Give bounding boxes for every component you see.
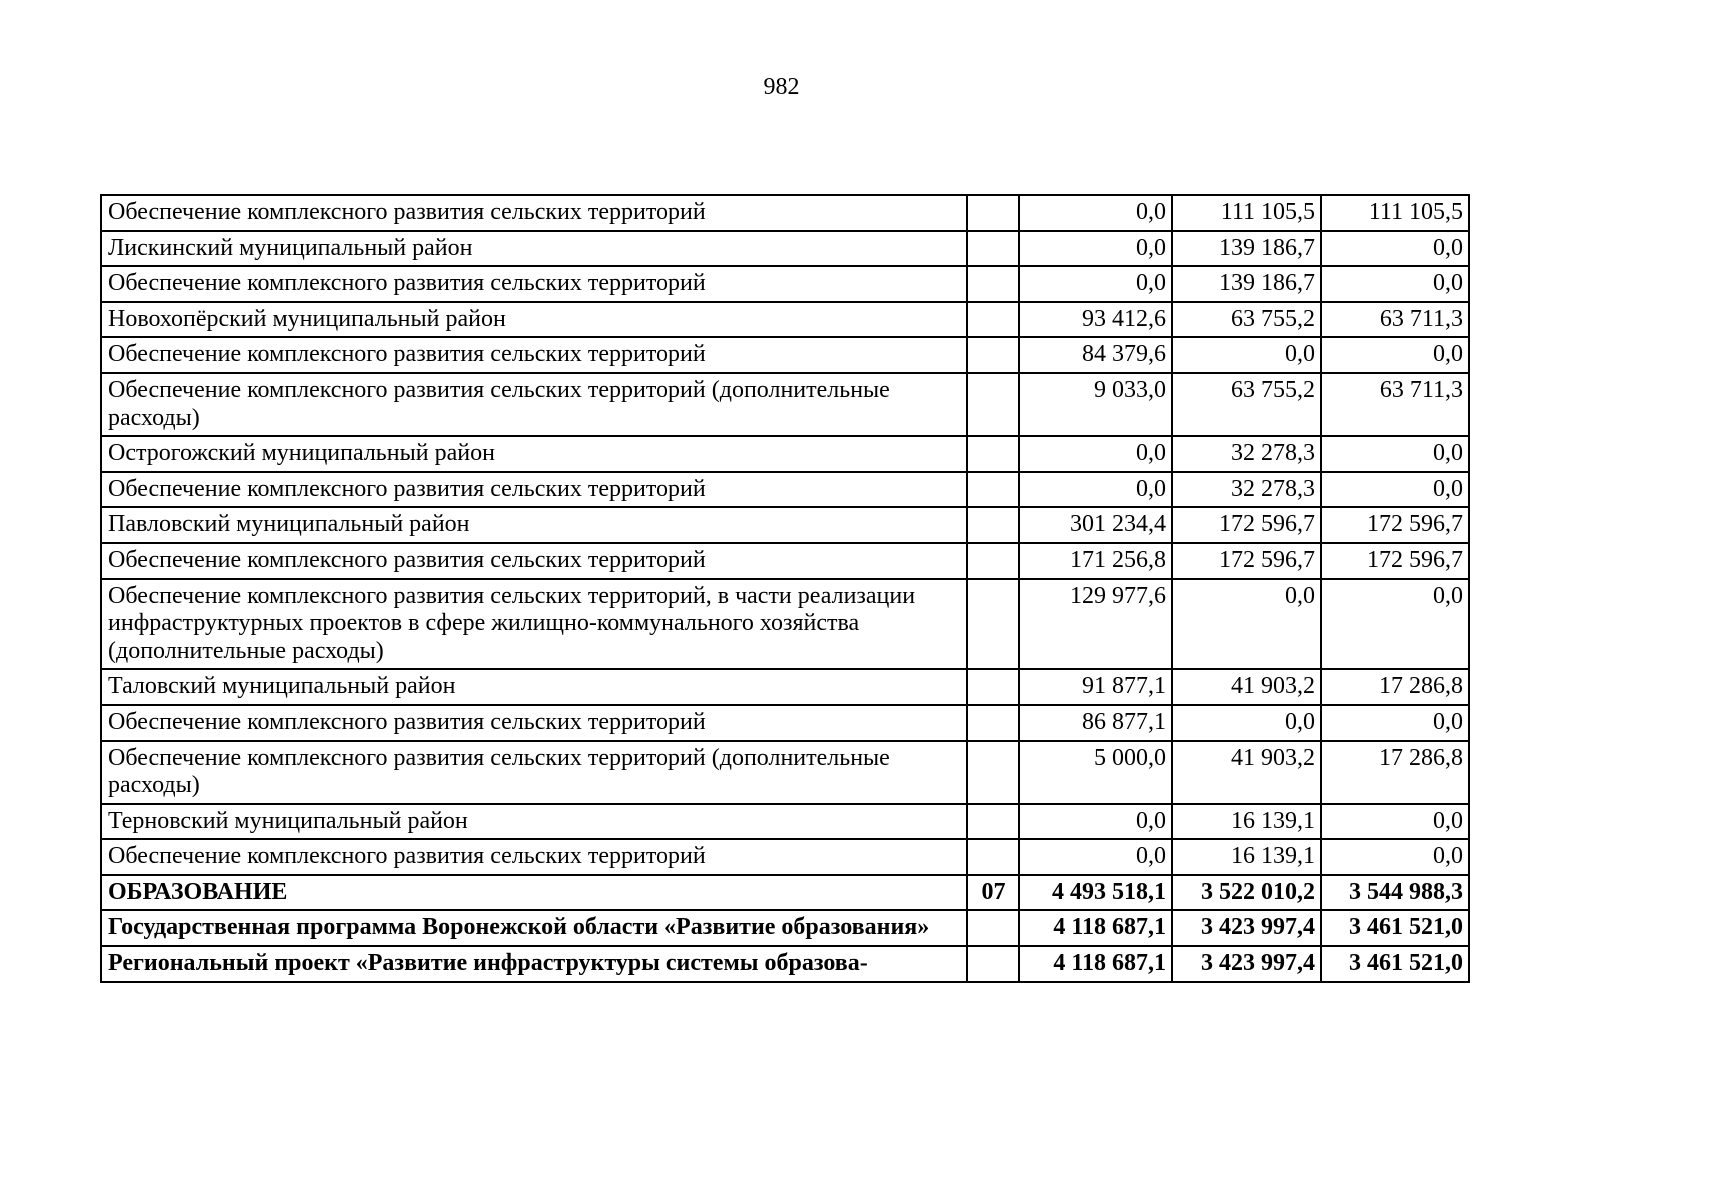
row-value-2024-cell: 172 596,7	[1321, 543, 1469, 579]
table-row	[101, 373, 1469, 436]
table-row	[101, 195, 1469, 231]
row-code-cell	[967, 669, 1019, 705]
table-row	[101, 231, 1469, 267]
row-value-2023-cell: 139 186,7	[1172, 266, 1321, 302]
row-value-2024-cell: 0,0	[1321, 231, 1469, 267]
row-name-cell: Обеспечение комплексного развития сельских территорий	[101, 472, 967, 508]
table-row	[101, 507, 1469, 543]
row-value-2023-cell: 16 139,1	[1172, 804, 1321, 840]
table-row	[101, 839, 1469, 875]
table-row	[101, 266, 1469, 302]
table-row	[101, 910, 1469, 946]
row-value-2024-cell: 17 286,8	[1321, 669, 1469, 705]
table-row	[101, 875, 1469, 911]
row-code-cell	[967, 741, 1019, 804]
row-value-2023-cell: 3 423 997,4	[1172, 910, 1321, 946]
row-code-cell	[967, 946, 1019, 982]
row-value-2022-cell: 129 977,6	[1019, 579, 1172, 670]
row-value-2022-cell: 93 412,6	[1019, 302, 1172, 338]
row-value-2022-cell: 0,0	[1019, 195, 1172, 231]
row-value-2023-cell: 111 105,5	[1172, 195, 1321, 231]
row-value-2022-cell: 4 493 518,1	[1019, 875, 1172, 911]
row-value-2023-cell: 0,0	[1172, 579, 1321, 670]
row-value-2024-cell: 0,0	[1321, 266, 1469, 302]
table-row	[101, 804, 1469, 840]
row-value-2022-cell: 0,0	[1019, 472, 1172, 508]
row-value-2024-cell: 63 711,3	[1321, 373, 1469, 436]
page-number: 982	[763, 74, 800, 100]
row-value-2022-cell: 301 234,4	[1019, 507, 1172, 543]
table-row	[101, 302, 1469, 338]
row-value-2022-cell: 84 379,6	[1019, 337, 1172, 373]
row-value-2022-cell: 5 000,0	[1019, 741, 1172, 804]
row-value-2023-cell: 41 903,2	[1172, 741, 1321, 804]
row-value-2022-cell: 4 118 687,1	[1019, 946, 1172, 982]
row-value-2023-cell: 16 139,1	[1172, 839, 1321, 875]
row-name-cell: Региональный проект «Развитие инфраструктуры системы образова-	[101, 946, 967, 982]
row-value-2023-cell: 0,0	[1172, 337, 1321, 373]
row-code-cell: 07	[967, 875, 1019, 911]
row-value-2024-cell: 0,0	[1321, 337, 1469, 373]
row-value-2023-cell: 63 755,2	[1172, 302, 1321, 338]
row-value-2023-cell: 63 755,2	[1172, 373, 1321, 436]
row-value-2022-cell: 9 033,0	[1019, 373, 1172, 436]
row-value-2024-cell: 0,0	[1321, 579, 1469, 670]
row-name-cell: Обеспечение комплексного развития сельских территорий	[101, 543, 967, 579]
row-value-2024-cell: 111 105,5	[1321, 195, 1469, 231]
row-name-cell: ОБРАЗОВАНИЕ	[101, 875, 967, 911]
budget-table-body	[101, 195, 1469, 982]
row-value-2024-cell: 0,0	[1321, 804, 1469, 840]
row-value-2022-cell: 0,0	[1019, 839, 1172, 875]
row-code-cell	[967, 705, 1019, 741]
row-value-2024-cell: 0,0	[1321, 436, 1469, 472]
row-name-cell: Обеспечение комплексного развития сельских территорий (дополнительные расходы)	[101, 741, 967, 804]
row-value-2022-cell: 0,0	[1019, 804, 1172, 840]
row-name-cell: Новохопёрский муниципальный район	[101, 302, 967, 338]
row-code-cell	[967, 579, 1019, 670]
row-name-cell: Терновский муниципальный район	[101, 804, 967, 840]
row-value-2023-cell: 32 278,3	[1172, 472, 1321, 508]
row-name-cell: Обеспечение комплексного развития сельских территорий, в части реализации инфраструктурных проектов в сфере жилищно-коммунального хозяйства (дополнительные расходы)	[101, 579, 967, 670]
budget-table	[100, 194, 1470, 983]
row-value-2024-cell: 3 544 988,3	[1321, 875, 1469, 911]
row-code-cell	[967, 195, 1019, 231]
table-row	[101, 472, 1469, 508]
row-value-2024-cell: 172 596,7	[1321, 507, 1469, 543]
table-row	[101, 436, 1469, 472]
row-code-cell	[967, 543, 1019, 579]
table-row	[101, 741, 1469, 804]
row-name-cell: Лискинский муниципальный район	[101, 231, 967, 267]
row-value-2023-cell: 3 423 997,4	[1172, 946, 1321, 982]
row-code-cell	[967, 910, 1019, 946]
row-value-2022-cell: 0,0	[1019, 266, 1172, 302]
row-value-2024-cell: 3 461 521,0	[1321, 946, 1469, 982]
row-name-cell: Обеспечение комплексного развития сельских территорий	[101, 705, 967, 741]
row-value-2024-cell: 63 711,3	[1321, 302, 1469, 338]
row-code-cell	[967, 231, 1019, 267]
row-code-cell	[967, 266, 1019, 302]
row-value-2022-cell: 4 118 687,1	[1019, 910, 1172, 946]
table-row	[101, 579, 1469, 670]
row-value-2024-cell: 0,0	[1321, 472, 1469, 508]
table-row	[101, 337, 1469, 373]
row-name-cell: Государственная программа Воронежской области «Развитие образования»	[101, 910, 967, 946]
row-value-2023-cell: 0,0	[1172, 705, 1321, 741]
table-row	[101, 705, 1469, 741]
row-value-2023-cell: 41 903,2	[1172, 669, 1321, 705]
row-name-cell: Обеспечение комплексного развития сельских территорий	[101, 195, 967, 231]
row-name-cell: Обеспечение комплексного развития сельских территорий (дополнительные расходы)	[101, 373, 967, 436]
row-value-2023-cell: 172 596,7	[1172, 507, 1321, 543]
row-code-cell	[967, 436, 1019, 472]
row-name-cell: Таловский муниципальный район	[101, 669, 967, 705]
row-name-cell: Обеспечение комплексного развития сельских территорий	[101, 839, 967, 875]
row-value-2022-cell: 91 877,1	[1019, 669, 1172, 705]
row-code-cell	[967, 337, 1019, 373]
row-code-cell	[967, 804, 1019, 840]
row-value-2022-cell: 86 877,1	[1019, 705, 1172, 741]
table-row	[101, 669, 1469, 705]
row-code-cell	[967, 507, 1019, 543]
row-name-cell: Обеспечение комплексного развития сельских территорий	[101, 337, 967, 373]
row-code-cell	[967, 472, 1019, 508]
row-value-2023-cell: 32 278,3	[1172, 436, 1321, 472]
row-value-2024-cell: 0,0	[1321, 839, 1469, 875]
row-value-2024-cell: 17 286,8	[1321, 741, 1469, 804]
row-name-cell: Острогожский муниципальный район	[101, 436, 967, 472]
row-value-2023-cell: 3 522 010,2	[1172, 875, 1321, 911]
row-value-2024-cell: 0,0	[1321, 705, 1469, 741]
row-code-cell	[967, 839, 1019, 875]
row-value-2023-cell: 172 596,7	[1172, 543, 1321, 579]
row-value-2022-cell: 0,0	[1019, 436, 1172, 472]
row-value-2024-cell: 3 461 521,0	[1321, 910, 1469, 946]
row-code-cell	[967, 302, 1019, 338]
row-name-cell: Павловский муниципальный район	[101, 507, 967, 543]
row-value-2022-cell: 171 256,8	[1019, 543, 1172, 579]
table-row	[101, 543, 1469, 579]
table-row	[101, 946, 1469, 982]
row-value-2022-cell: 0,0	[1019, 231, 1172, 267]
row-name-cell: Обеспечение комплексного развития сельских территорий	[101, 266, 967, 302]
row-code-cell	[967, 373, 1019, 436]
row-value-2023-cell: 139 186,7	[1172, 231, 1321, 267]
